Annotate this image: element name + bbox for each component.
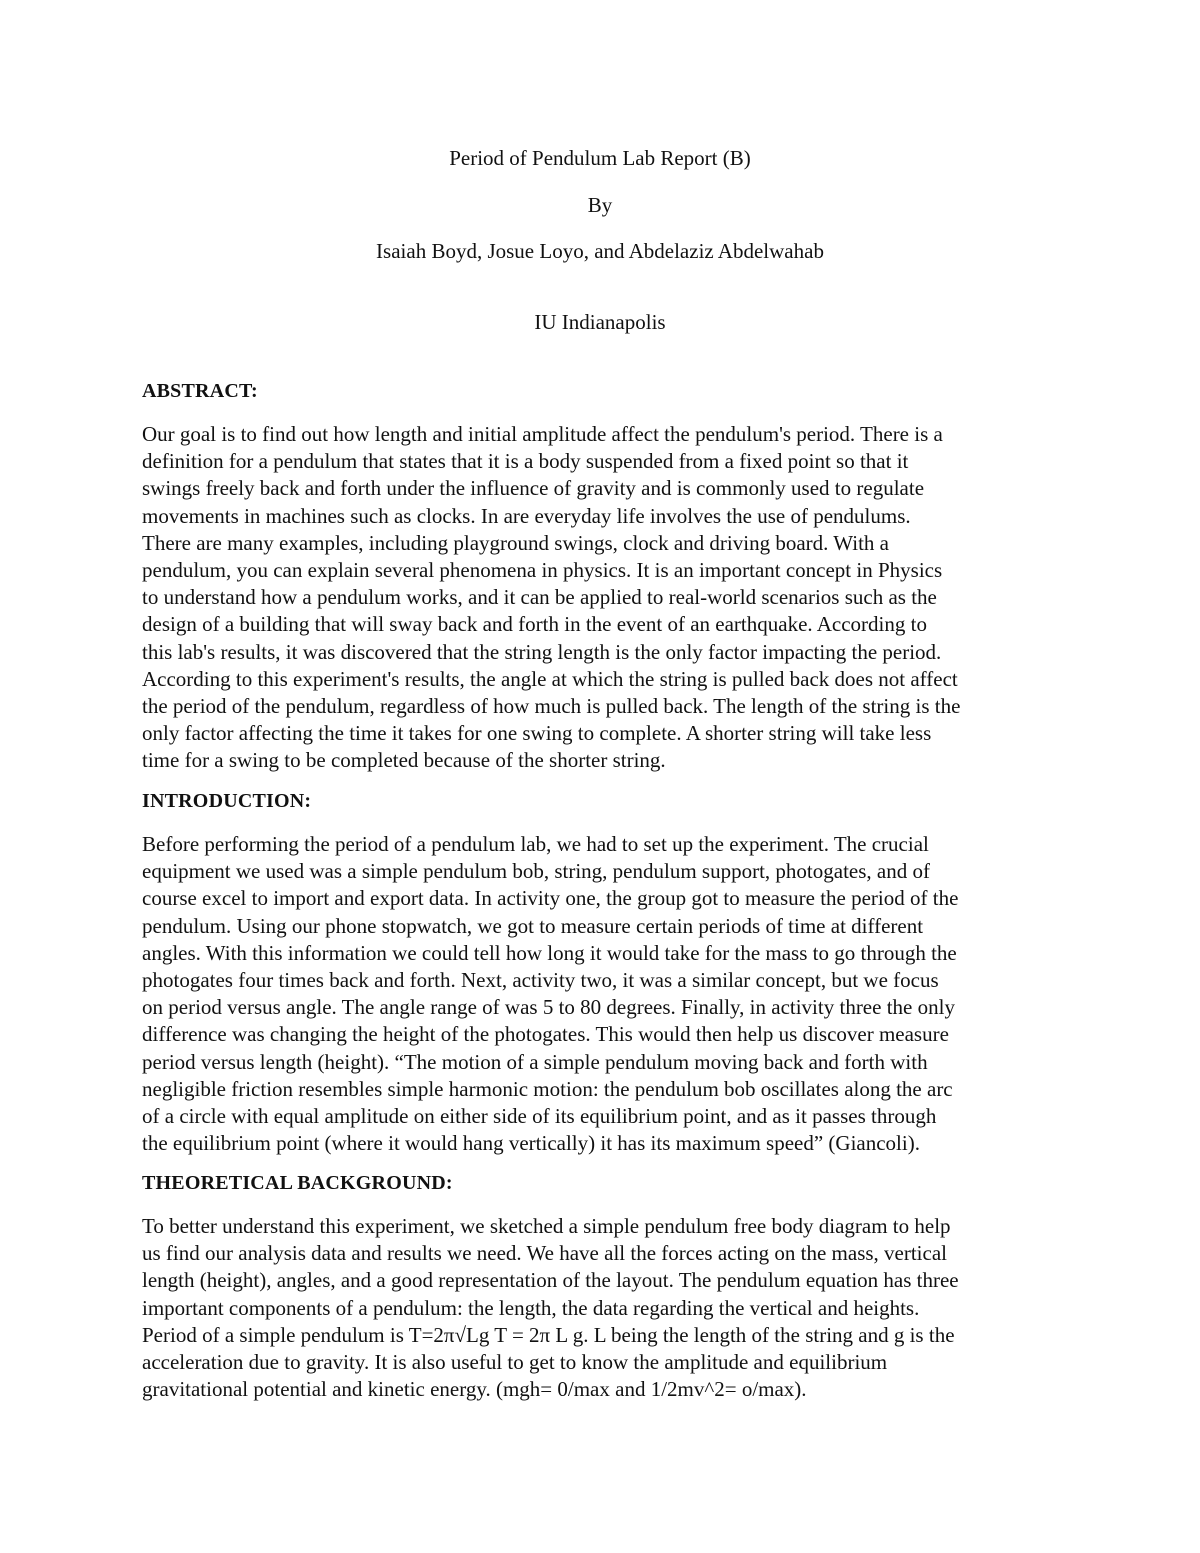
introduction-paragraph: [142, 831, 1066, 1157]
text-line: only factor affecting the time it takes for one swing to complete. A shorter string will take less: [142, 721, 932, 746]
text-line: time for a swing to be completed because of the shorter string.: [142, 748, 666, 773]
text-line: Before performing the period of a pendulum lab, we had to set up the experiment. The crucial: [142, 832, 929, 856]
text-line: There are many examples, including playground swings, clock and driving board. With a: [142, 530, 889, 555]
text-line: negligible friction resembles simple harmonic motion: the pendulum bob oscillates along the arc: [142, 1076, 953, 1101]
text-line: on period versus angle. The angle range of was 5 to 80 degrees. Finally, in activity three the only: [142, 995, 955, 1020]
text-line: acceleration due to gravity. It is also useful to get to know the amplitude and equilibrium: [142, 1350, 888, 1375]
text-line: equipment we used was a simple pendulum bob, string, pendulum support, photogates, and of: [142, 859, 930, 884]
text-line: pendulum. Using our phone stopwatch, we got to measure certain periods of time at different: [142, 913, 924, 938]
text-line: length (height), angles, and a good representation of the layout. The pendulum equation has three: [142, 1268, 959, 1293]
text-line: gravitational potential and kinetic energy. (mgh= 0/max and 1/2mv^2= o/max).: [142, 1377, 807, 1402]
text-line: design of a building that will sway back and forth in the event of an earthquake. According to: [142, 612, 927, 637]
text-line: Period of a simple pendulum is T=2π√Lg T = 2π L g. L being the length of the string and g is the: [142, 1322, 955, 1347]
document-title: Period of Pendulum Lab Report (B): [449, 146, 751, 170]
text-line: To better understand this experiment, we sketched a simple pendulum free body diagram to help: [142, 1214, 951, 1238]
institution-line: IU Indianapolis: [534, 310, 666, 334]
text-line: photogates four times back and forth. Next, activity two, it was a similar concept, but we focus: [142, 968, 939, 993]
text-line: of a circle with equal amplitude on either side of its equilibrium point, and as it passes through: [142, 1104, 937, 1129]
text-line: pendulum, you can explain several phenomena in physics. It is an important concept in Physics: [142, 558, 943, 583]
theoretical-background-heading: THEORETICAL BACKGROUND:: [142, 1172, 453, 1194]
text-line: movements in machines such as clocks. In are everyday life involves the use of pendulums.: [142, 503, 911, 528]
introduction-heading: INTRODUCTION:: [142, 790, 312, 812]
text-line: According to this experiment's results, the angle at which the string is pulled back does not affect: [142, 666, 958, 691]
text-line: period versus length (height). “The motion of a simple pendulum moving back and forth with: [142, 1049, 928, 1074]
theoretical-background-paragraph: [142, 1213, 1066, 1403]
abstract-paragraph: [142, 421, 1066, 775]
text-line: course excel to import and export data. In activity one, the group got to measure the period of the: [142, 886, 959, 911]
text-line: difference was changing the height of the photogates. This would then help us discover measure: [142, 1022, 949, 1047]
text-line: definition for a pendulum that states that it is a body suspended from a fixed point so that it: [142, 449, 909, 474]
text-line: Our goal is to find out how length and initial amplitude affect the pendulum's period. There is a: [142, 422, 943, 446]
text-line: us find our analysis data and results we need. We have all the forces acting on the mass, vertical: [142, 1241, 947, 1266]
text-line: important components of a pendulum: the length, the data regarding the vertical and heights.: [142, 1295, 920, 1320]
by-line: By: [587, 193, 613, 217]
text-line: angles. With this information we could tell how long it would take for the mass to go through the: [142, 940, 957, 965]
text-line: the equilibrium point (where it would hang vertically) it has its maximum speed” (Giancoli).: [142, 1131, 920, 1156]
authors-line: Isaiah Boyd, Josue Loyo, and Abdelaziz Abdelwahab: [376, 239, 824, 263]
text-line: the period of the pendulum, regardless of how much is pulled back. The length of the string is the: [142, 694, 961, 719]
text-line: to understand how a pendulum works, and it can be applied to real-world scenarios such as the: [142, 585, 937, 610]
text-line: this lab's results, it was discovered that the string length is the only factor impacting the period.: [142, 639, 942, 664]
text-line: swings freely back and forth under the influence of gravity and is commonly used to regulate: [142, 476, 925, 501]
abstract-heading: ABSTRACT:: [142, 380, 258, 402]
